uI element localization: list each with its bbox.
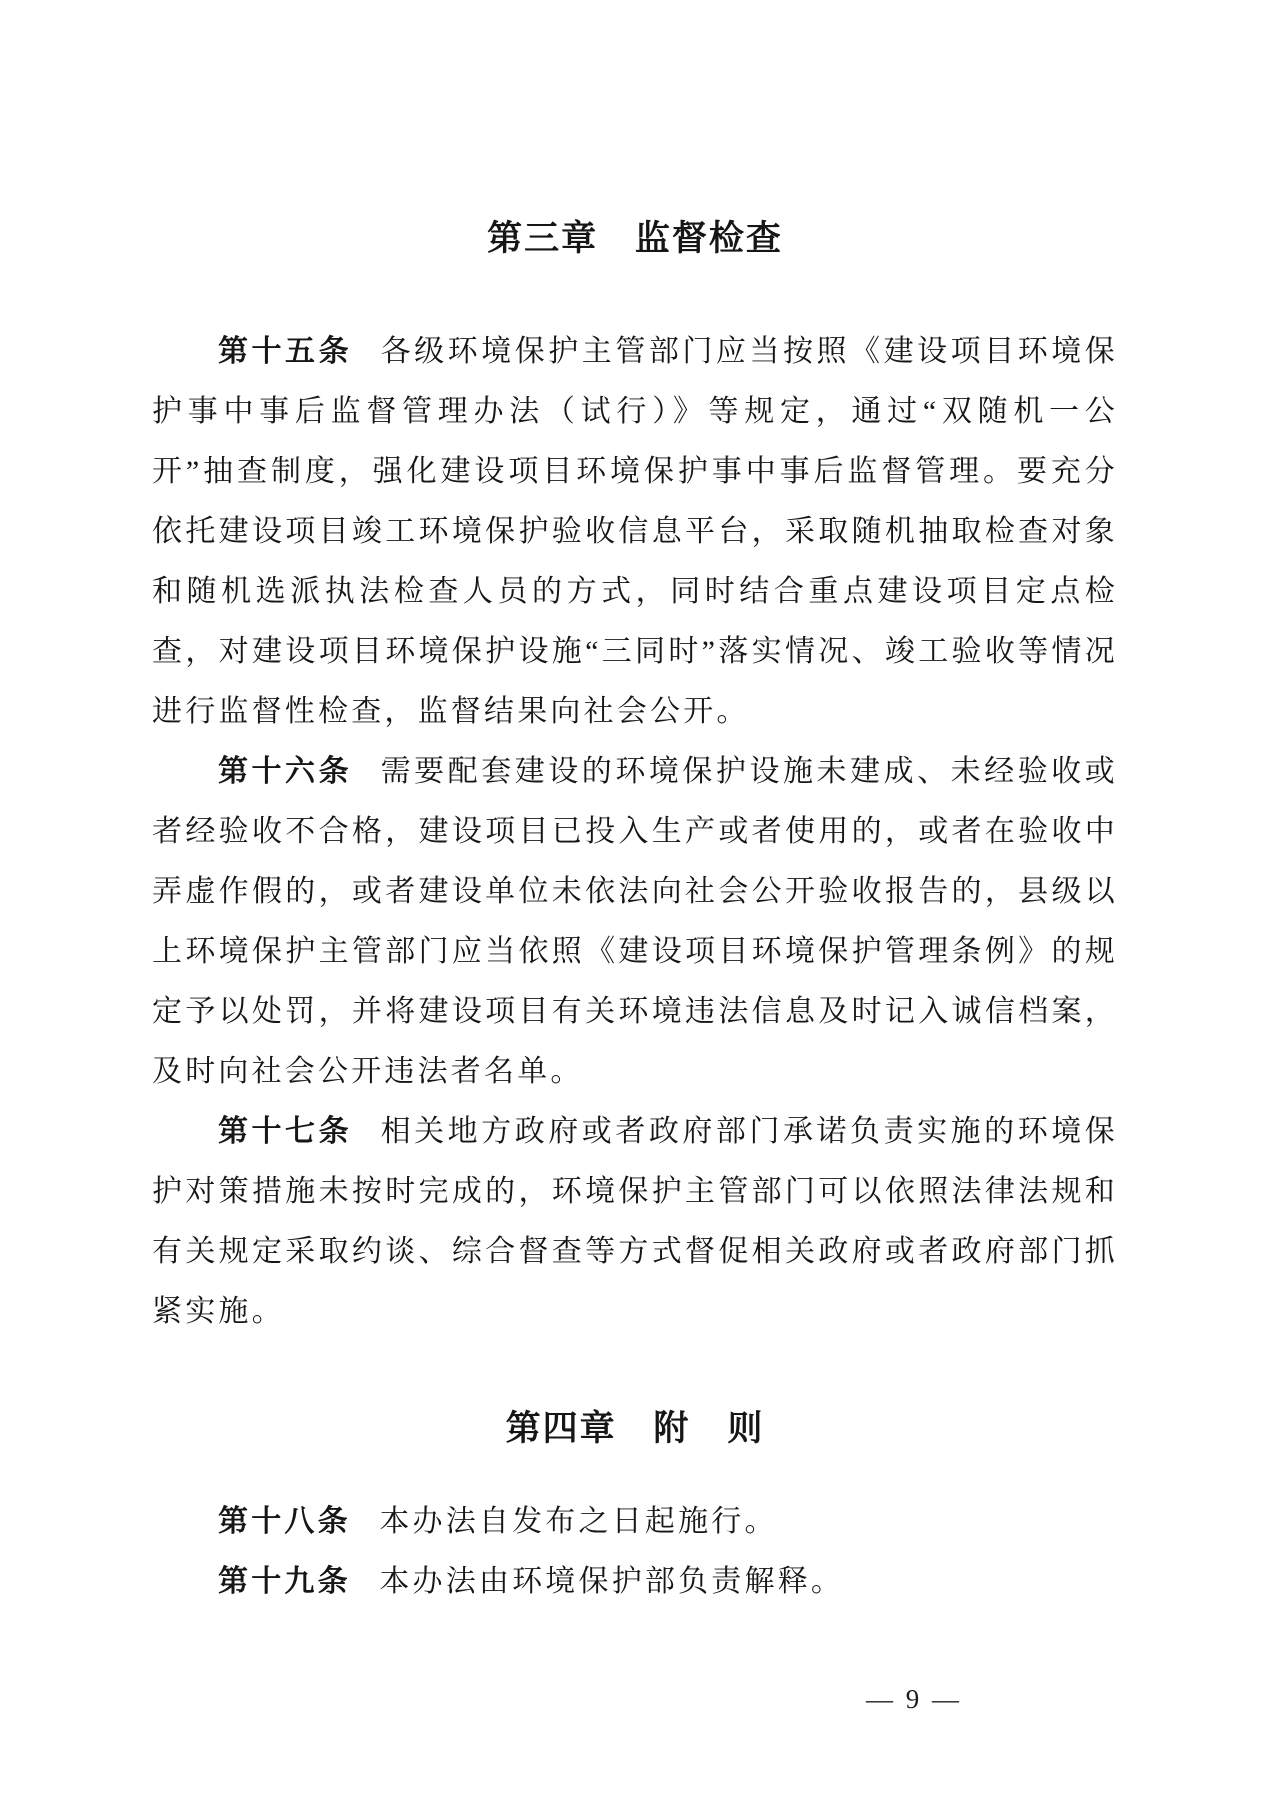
article-19-label: 第十九条 <box>218 1565 351 1598</box>
article-15-paragraph <box>152 322 1118 742</box>
article-16-text: 需要配套建设的环境保护设施未建成、未经验收或者经验收不合格，建设项目已投入生产或者使用的，或者在验收中弄虚作假的，或者建设单位未依法向社会公开验收报告的，县级以上环境保护主管部门应当依照《建设项目环境保护管理条例》的规定予以处罚，并将建设项目有关环境违法信息及时记入诚信档案，及时向社会公开违法者名单。 <box>152 755 1118 1088</box>
chapter-4-number: 第四章 <box>505 1409 617 1448</box>
document-page-content <box>152 0 1118 1612</box>
article-16-label: 第十六条 <box>218 755 353 788</box>
article-16-paragraph <box>152 742 1118 1102</box>
article-17-text: 相关地方政府或者政府部门承诺负责实施的环境保护对策措施未按时完成的，环境保护主管部门可以依照法律法规和有关规定采取约谈、综合督查等方式督促相关政府或者政府部门抓紧实施。 <box>152 1115 1118 1328</box>
article-15-text: 各级环境保护主管部门应当按照《建设项目环境保护事中事后监督管理办法（试行）》等规定，通过“双随机一公开”抽查制度，强化建设项目环境保护事中事后监督管理。要充分依托建设项目竣工环境保护验收信息平台，采取随机抽取检查对象和随机选派执法检查人员的方式，同时结合重点建设项目定点检查，对建设项目环境保护设施“三同时”落实情况、竣工验收等情况进行监督性检查，监督结果向社会公开。 <box>152 335 1118 728</box>
chapter-3-number: 第三章 <box>487 219 599 258</box>
chapter-4-heading <box>152 1408 1118 1450</box>
article-18-paragraph <box>152 1492 1118 1552</box>
chapter-3-title: 监督检查 <box>634 219 783 258</box>
article-18-text: 本办法自发布之日起施行。 <box>379 1505 778 1538</box>
article-19-paragraph <box>152 1552 1118 1612</box>
chapter-4-title: 附 则 <box>653 1409 765 1448</box>
article-19-text: 本办法由环境保护部负责解释。 <box>379 1565 845 1598</box>
page-number-footer: — 9 — <box>866 1684 962 1714</box>
chapter-3-heading <box>152 218 1118 260</box>
article-18-label: 第十八条 <box>218 1505 351 1538</box>
article-15-label: 第十五条 <box>218 335 353 368</box>
article-17-label: 第十七条 <box>218 1115 353 1148</box>
article-17-paragraph <box>152 1102 1118 1342</box>
